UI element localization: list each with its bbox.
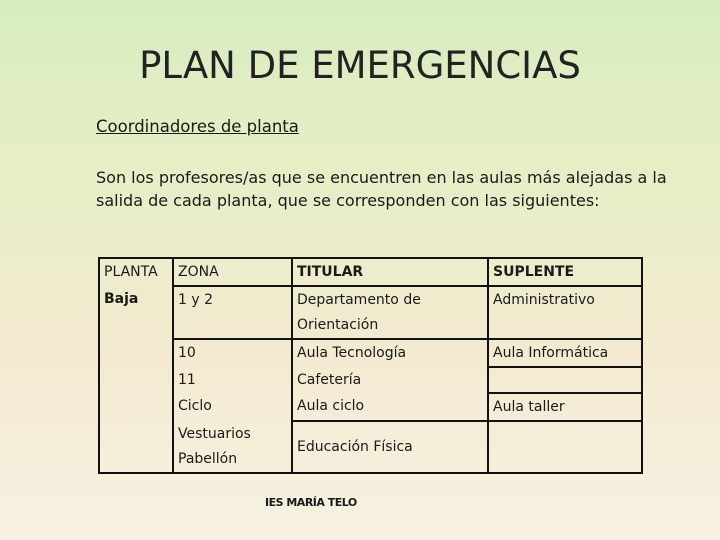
zona-line: Pabellón	[178, 451, 238, 467]
titular-line: Orientación	[297, 317, 379, 333]
description-paragraph: Son los profesores/as que se encuentren en las aulas más alejadas a la salida de cada planta, que se corresponden con las siguientes:	[96, 168, 667, 210]
header-planta: PLANTA	[99, 258, 173, 286]
titular-line: Departamento de	[297, 292, 421, 308]
zona-cell	[173, 421, 292, 473]
header-suplente: SUPLENTE	[488, 258, 642, 286]
table-row	[99, 286, 642, 339]
slide-title: PLAN DE EMERGENCIAS	[139, 44, 581, 87]
suplente-cell: Aula taller	[488, 393, 642, 421]
zona-cell: Ciclo	[173, 393, 292, 421]
coordinators-table	[98, 257, 643, 474]
header-zona: ZONA	[173, 258, 292, 286]
titular-cell	[292, 286, 488, 339]
suplente-cell	[488, 421, 642, 473]
suplente-cell: Aula Informática	[488, 339, 642, 367]
table-row	[99, 393, 642, 421]
zona-line: Vestuarios	[178, 426, 251, 442]
titular-cell: Aula ciclo	[292, 393, 488, 421]
table-row	[99, 339, 642, 367]
suplente-cell	[488, 367, 642, 393]
titular-cell: Aula Tecnología	[292, 339, 488, 367]
school-footer: IES MARÍA TELO	[265, 496, 357, 509]
table-header-row	[99, 258, 642, 286]
zona-cell: 11	[173, 367, 292, 393]
planta-cell: Baja	[99, 286, 173, 473]
table-row	[99, 367, 642, 393]
table-row	[99, 421, 642, 473]
titular-cell: Educación Física	[292, 421, 488, 473]
titular-cell: Cafetería	[292, 367, 488, 393]
header-titular: TITULAR	[292, 258, 488, 286]
section-subtitle: Coordinadores de planta	[96, 117, 299, 136]
suplente-cell: Administrativo	[488, 286, 642, 339]
zona-cell: 10	[173, 339, 292, 367]
zona-cell: 1 y 2	[173, 286, 292, 339]
